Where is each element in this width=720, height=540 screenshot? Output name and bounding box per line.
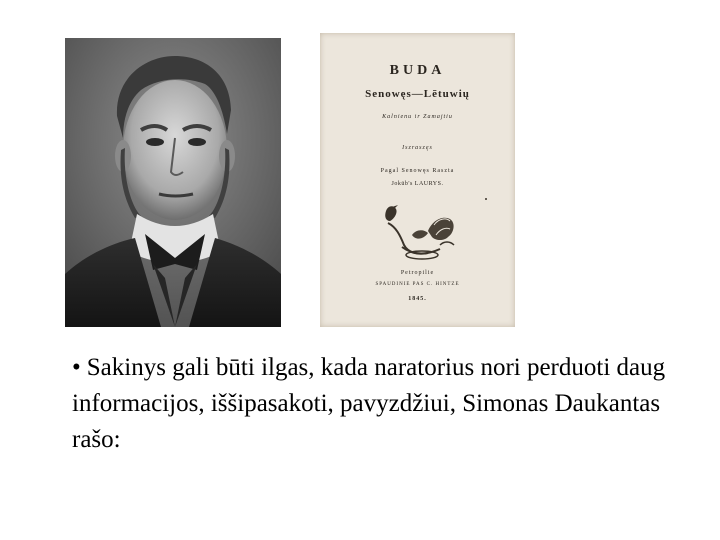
bullet-icon: • [72,354,81,381]
ornament-vignette-icon [378,201,460,263]
page-mark [485,198,487,200]
portrait-image [65,38,281,327]
portrait-engraving-icon [65,38,281,327]
book-city: Petropilie [400,270,435,276]
book-source: Pagal Senowęs Raszta [380,168,455,174]
book-subtitle: Senowęs—Lētuwių [365,88,470,100]
book-prepared-by: Iszraszęs [402,145,433,151]
book-year: 1845. [408,296,427,302]
caption-text: Sakinys gali būti ilgas, kada naratorius nori perduoti daug informacijos, iššipasakoti, pavyzdžiui, Simonas Daukantas rašo: [72,354,666,453]
book-title: BUDA [389,63,446,78]
book-author: Jokūb's LAURYS. [391,181,444,187]
book-description: Kalnienu ir Zamajtiu [382,114,453,120]
book-printer: SPAUDINIE PAS C. HINTZE [375,282,460,287]
slide-caption [72,350,692,458]
book-title-page [320,33,515,327]
